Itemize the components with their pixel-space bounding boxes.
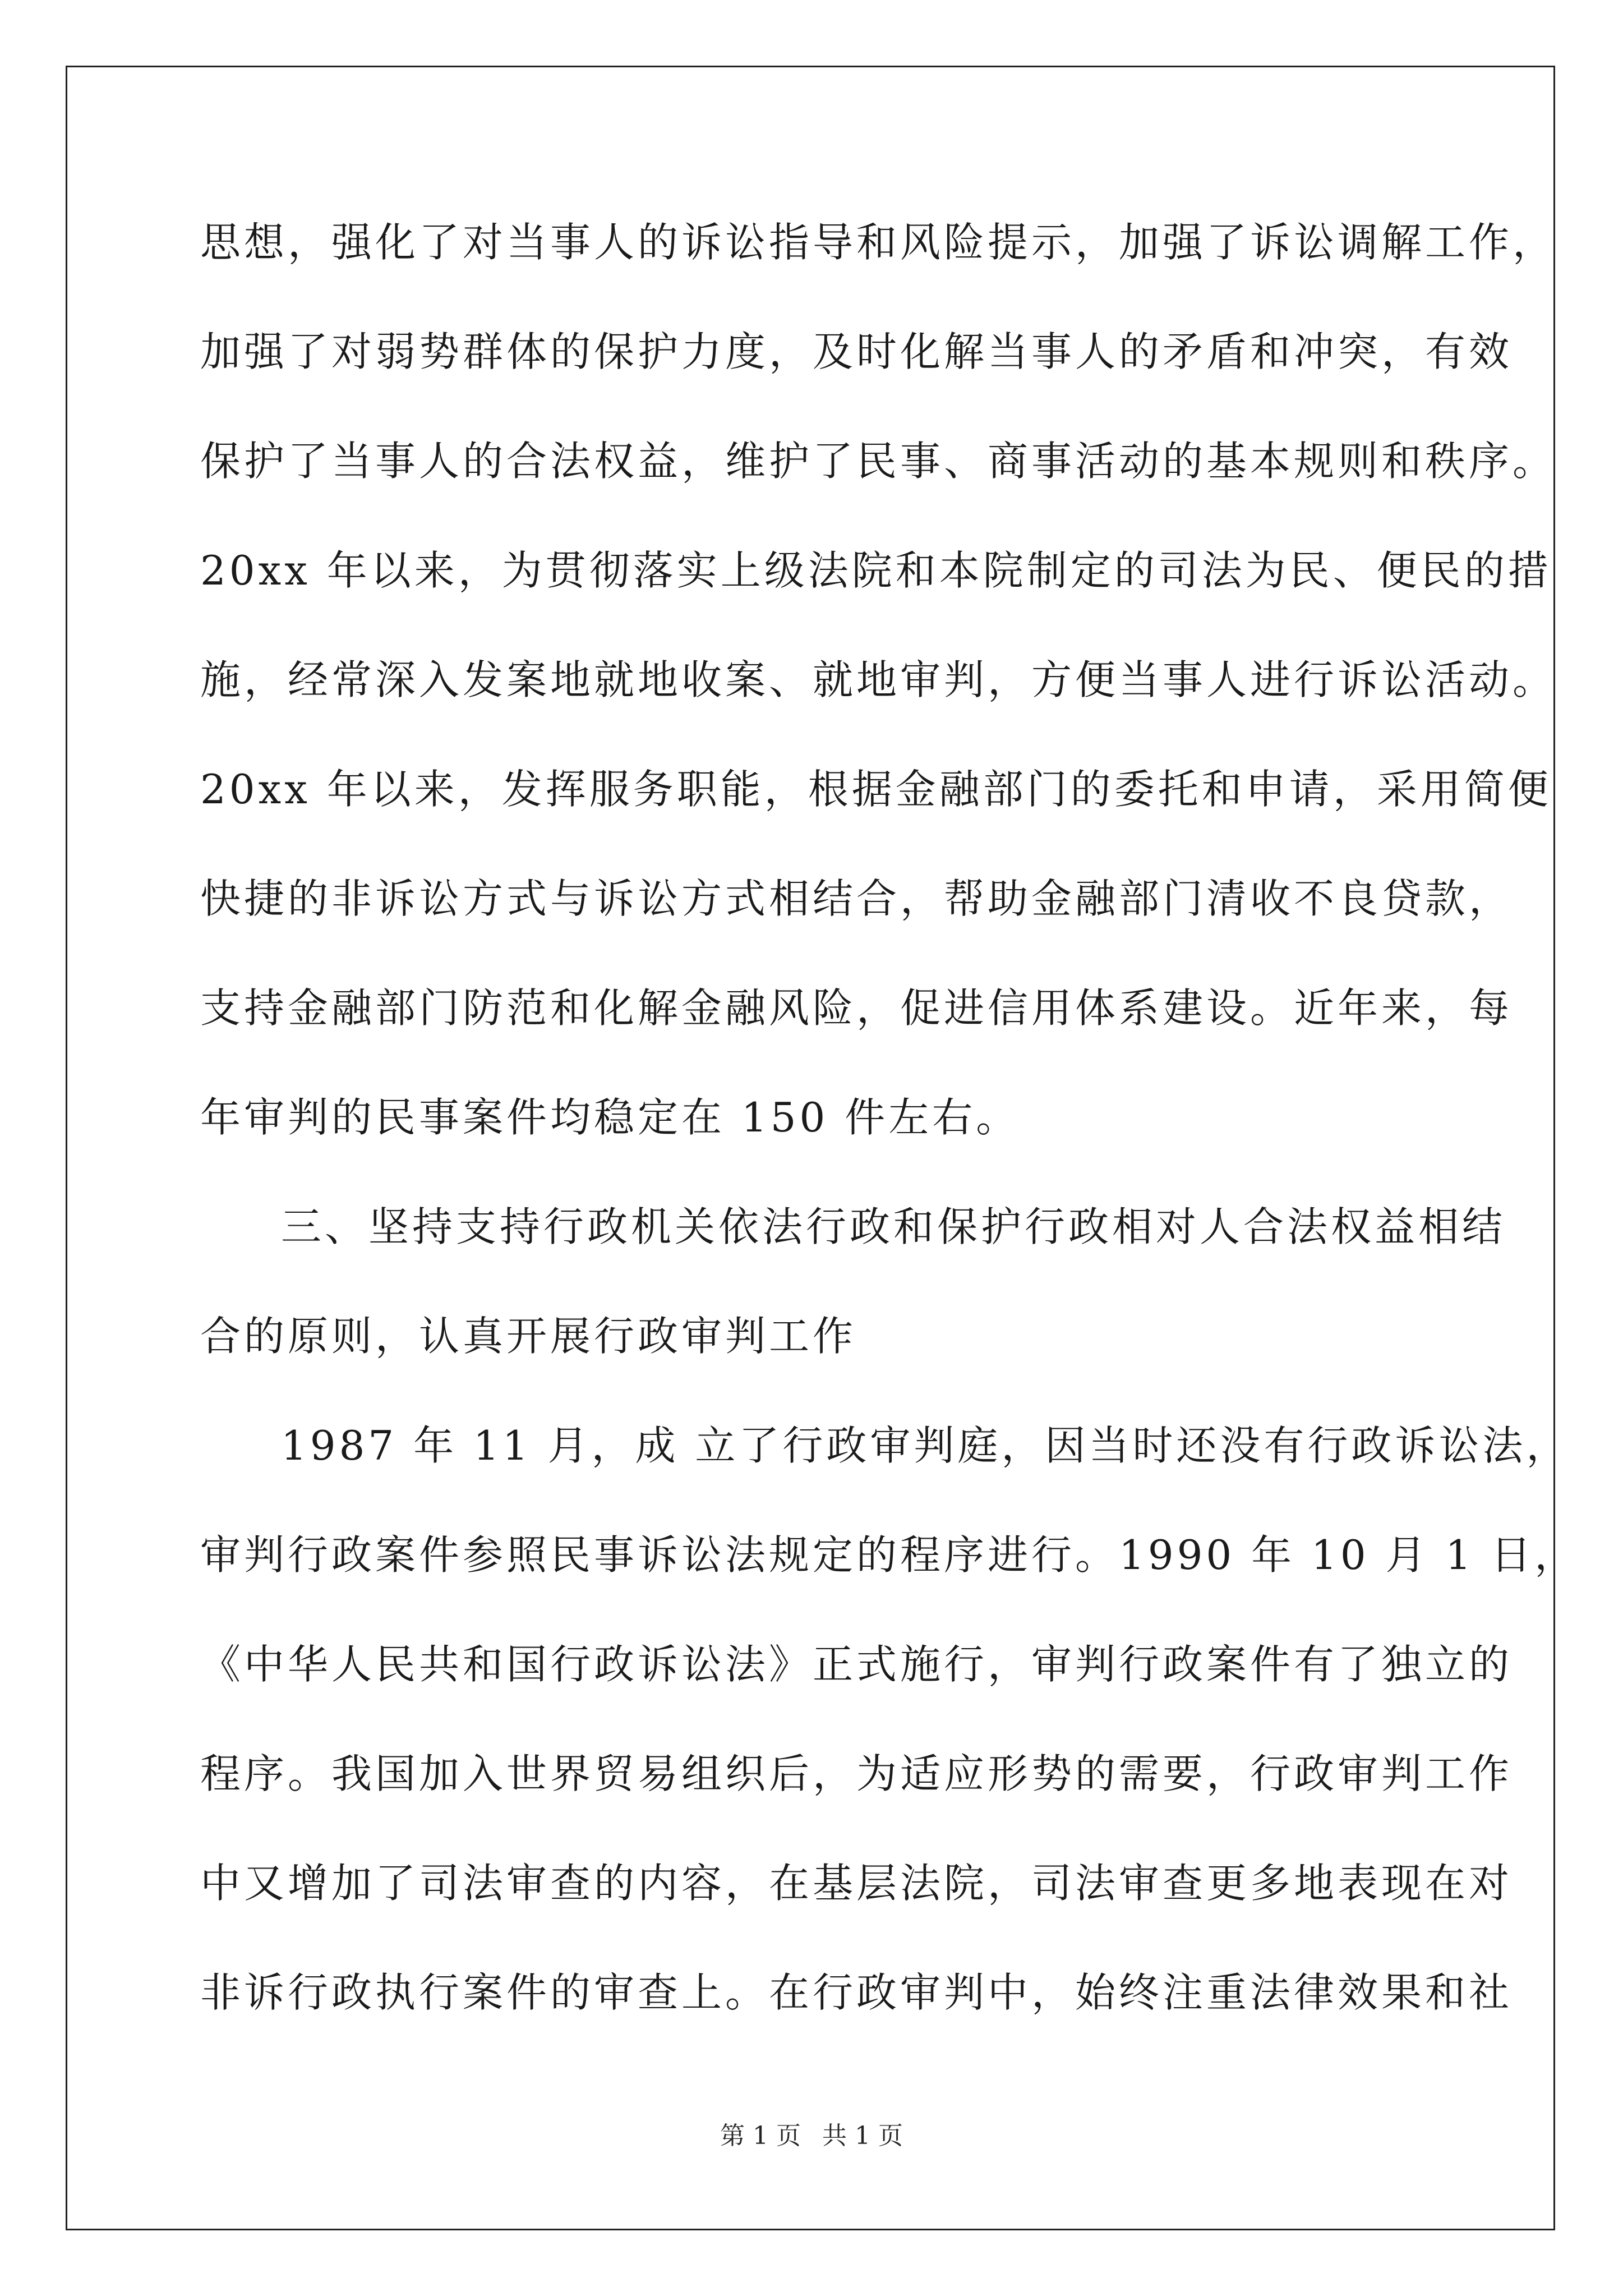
- page-number: 第 1 页: [720, 2122, 801, 2150]
- text-line: 《中华人民共和国行政诉讼法》正式施行，审判行政案件有了独立的: [200, 1641, 1513, 1688]
- section-heading-line: 三、坚持支持行政机关依法行政和保护行政相对人合法权益相结: [281, 1203, 1506, 1250]
- text-line: 保护了当事人的合法权益，维护了民事、商事活动的基本规则和秩序。: [200, 438, 1557, 485]
- page-total: 共 1 页: [822, 2122, 903, 2150]
- text-line: 中又增加了司法审查的内容，在基层法院，司法审查更多地表现在对: [200, 1860, 1513, 1907]
- section-heading-line: 合的原则，认真开展行政审判工作: [200, 1313, 857, 1360]
- text-line: 1987 年 11 月，成 立了行政审判庭，因当时还没有行政诉讼法，: [281, 1422, 1570, 1469]
- text-line: 20xx 年以来，发挥服务职能，根据金融部门的委托和申请，采用简便: [200, 766, 1552, 813]
- text-line: 快捷的非诉讼方式与诉讼方式相结合，帮助金融部门清收不良贷款，: [200, 875, 1513, 922]
- document-body: [200, 188, 1579, 2047]
- text-line: 支持金融部门防范和化解金融风险，促进信用体系建设。近年来，每: [200, 984, 1513, 1032]
- text-line: 加强了对弱势群体的保护力度，及时化解当事人的矛盾和冲突，有效: [200, 328, 1513, 375]
- text-line: 审判行政案件参照民事诉讼法规定的程序进行。1990 年 10 月 1 日，: [200, 1531, 1579, 1579]
- text-line: 施，经常深入发案地就地收案、就地审判，方便当事人进行诉讼活动。: [200, 656, 1557, 703]
- text-line: 年审判的民事案件均稳定在 150 件左右。: [200, 1094, 1020, 1141]
- text-line: 20xx 年以来，为贯彻落实上级法院和本院制定的司法为民、便民的措: [200, 547, 1552, 594]
- page-footer: [0, 2119, 1623, 2153]
- text-line: 程序。我国加入世界贸易组织后，为适应形势的需要，行政审判工作: [200, 1750, 1513, 1797]
- text-line: 非诉行政执行案件的审查上。在行政审判中，始终注重法律效果和社: [200, 1969, 1513, 2016]
- text-line: 思想，强化了对当事人的诉讼指导和风险提示，加强了诉讼调解工作，: [200, 219, 1557, 266]
